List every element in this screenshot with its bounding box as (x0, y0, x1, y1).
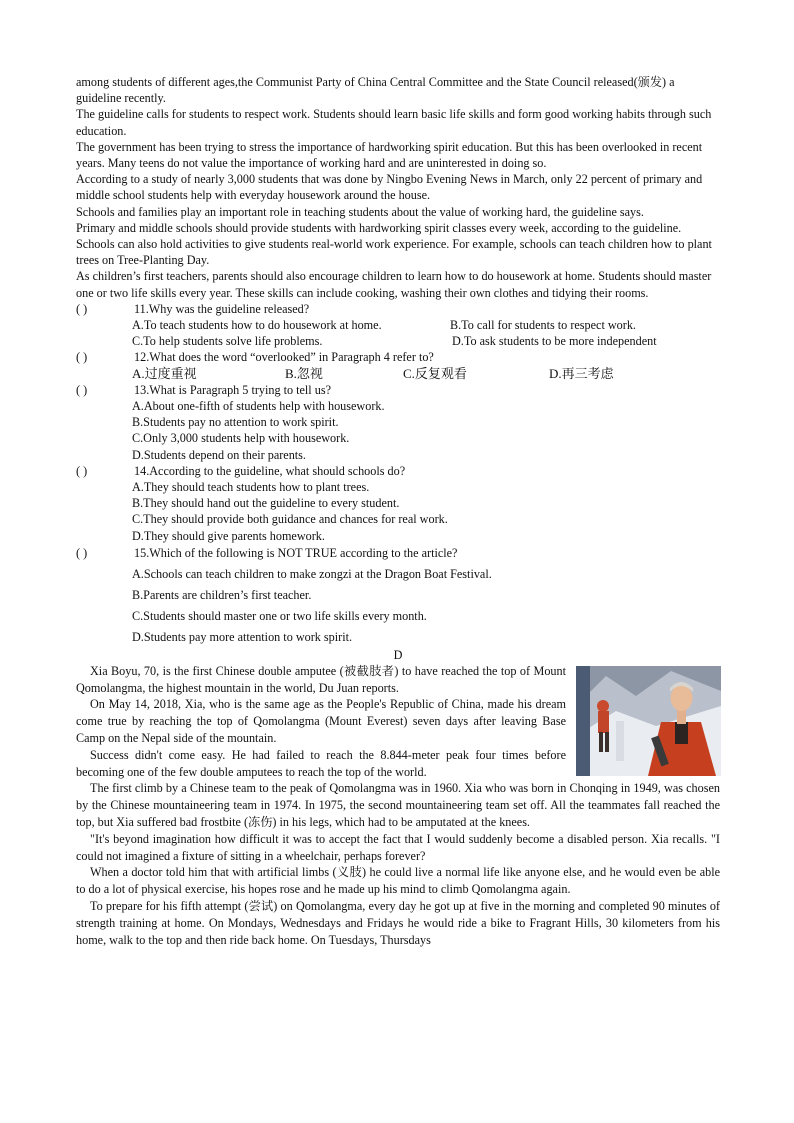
option-a: A.About one-fifth of students help with housework. (132, 399, 385, 414)
passage-d-paragraph-6: When a doctor told him that with artificial limbs (义肢) he could live a normal life like anyone else, and he would even be able to do a lot of physical exercise, his hopes rose and he made up his mind to climb Qomolangma again. (76, 865, 720, 897)
passage-c-paragraph-6: Primary and middle schools should provide students with hardworking spirit classes every week, according to the guideline. Schools can also hold activities to give students real-world work experience. For example, schools can teach children how to plant trees on Tree-Planting Day. (76, 220, 712, 268)
question-14 (76, 463, 720, 544)
climber-photo (576, 666, 721, 776)
option-b: B.To call for students to respect work. (450, 318, 636, 333)
option-c: C.反复观看 (403, 365, 467, 381)
option-b: B.Parents are children’s first teacher. (132, 588, 312, 603)
option-d: D.They should give parents homework. (132, 528, 325, 543)
passage-c-paragraph-4: According to a study of nearly 3,000 students that was done by Ningbo Evening News in March, only 22 percent of primary and middle school students help with everyday housework around the house. (76, 172, 703, 203)
question-stem: 13.What is Paragraph 5 trying to tell us? (134, 382, 331, 397)
option-d: D.再三考虑 (549, 365, 614, 381)
answer-blank[interactable]: ( ) (76, 382, 88, 397)
answer-blank[interactable]: ( ) (76, 463, 88, 478)
option-a: A.过度重视 (132, 365, 197, 381)
passage-d-paragraph-3: Success didn't come easy. He had failed to reach the 8.844-meter peak four times before becoming one of the few double amputees to reach the top of the world. (76, 747, 566, 779)
option-c: C.They should provide both guidance and chances for real work. (132, 512, 448, 527)
passage-d-paragraph-7: To prepare for his fifth attempt (尝试) on Qomolangma, every day he got up at five in the morning and completed 90 minutes of strength training at home. On Mondays, Wednesdays and Fridays he would ride a bike to Fragrant Hills, 30 kilometers from his home, walk to the top and then ride back home. On Tuesdays, Thursdays (76, 898, 720, 947)
option-a: A.To teach students how to do housework at home. (132, 318, 382, 333)
option-d: D.To ask students to be more independent (452, 334, 657, 349)
passage-d-paragraph-1: Xia Boyu, 70, is the first Chinese double amputee (被截肢者) to have reached the top of Mount Qomolangma, the highest mountain in the world, Du Juan reports. (76, 663, 566, 695)
worksheet-page (76, 74, 720, 948)
section-d-heading: D (393, 647, 403, 662)
option-c: C.Students should master one or two life skills every month. (132, 609, 427, 624)
question-11 (76, 301, 720, 350)
option-c: C.Only 3,000 students help with housework. (132, 431, 350, 446)
passage-d-paragraph-4: The first climb by a Chinese team to the peak of Qomolangma was in 1960. Xia who was born in Chonqing in 1949, was chosen by the Chinese mountaineering team in 1974. In 1975, the second mountaineering team set off. All the teammates fall reached the top, but Xia suffered bad frostbite (冻伤) in his legs, which had to be amputated at the knees. (76, 781, 720, 829)
question-stem: 15.Which of the following is NOT TRUE according to the article? (134, 545, 458, 560)
passage-d (76, 663, 720, 949)
option-b: B.Students pay no attention to work spirit. (132, 415, 339, 430)
option-c: C.To help students solve life problems. (132, 334, 323, 349)
climber-photo-illustration (576, 666, 721, 776)
question-stem: 14.According to the guideline, what should schools do? (134, 463, 406, 478)
option-b: B.They should hand out the guideline to every student. (132, 496, 400, 511)
question-15 (76, 545, 720, 646)
question-13 (76, 382, 720, 463)
option-a: A.They should teach students how to plant trees. (132, 480, 370, 495)
passage-c-paragraph-7: As children’s first teachers, parents should also encourage children to learn how to do housework at home. Students should master one or two life skills every year. These skills can include cooking, washing their own clothes and tidying their rooms. (76, 269, 712, 300)
answer-blank[interactable]: ( ) (76, 301, 88, 316)
option-d: D.Students pay more attention to work spirit. (132, 630, 353, 645)
answer-blank[interactable]: ( ) (76, 350, 88, 365)
passage-c-paragraph-5: Schools and families play an important role in teaching students about the value of working hard, the guideline says. (76, 204, 644, 219)
passage-c (76, 74, 720, 301)
question-stem: 11.Why was the guideline released? (134, 301, 310, 316)
answer-blank[interactable]: ( ) (76, 545, 88, 560)
passage-c-paragraph-3: The government has been trying to stress the importance of hardworking spirit education. But this has been overlooked in recent years. Many teens do not value the importance of working hard and are uninterested in doing so. (76, 139, 703, 171)
question-12 (76, 349, 720, 381)
passage-d-paragraph-5: "It's beyond imagination how difficult it was to accept the fact that I would suddenly become a disabled person. Xia recalls. "I could not imagined a fixture of sitting in a wheelchair, perhaps forever? (76, 831, 720, 863)
option-b: B.忽视 (285, 365, 323, 381)
option-a: A.Schools can teach children to make zongzi at the Dragon Boat Festival. (132, 567, 492, 582)
passage-d-paragraph-2: On May 14, 2018, Xia, who is the same age as the People's Republic of China, made his dream come true by reaching the top of Qomolangma (Mount Everest) seven days after leaving Base Camp on the Nepal side of the mountain. (76, 697, 566, 745)
option-d: D.Students depend on their parents. (132, 447, 306, 462)
question-stem: 12.What does the word “overlooked” in Paragraph 4 refer to? (134, 350, 434, 365)
passage-c-paragraph-2: The guideline calls for students to respect work. Students should learn basic life skills and form good working habits through such education. (76, 107, 712, 138)
passage-c-paragraph-1: among students of different ages,the Communist Party of China Central Committee and the State Council released(颁发) a guideline recently. (76, 75, 675, 106)
